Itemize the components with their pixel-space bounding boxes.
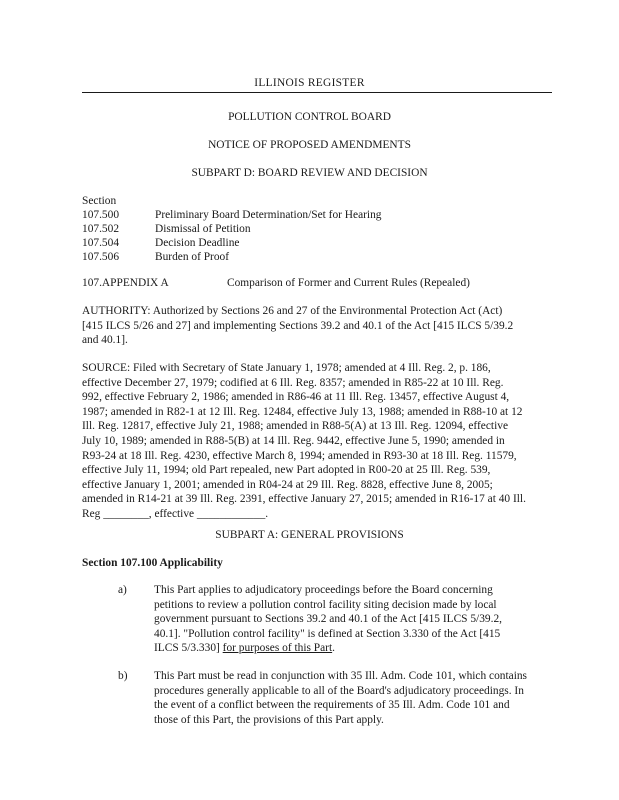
item-a-body [154,583,554,656]
agency-title: POLLUTION CONTROL BOARD [228,111,391,123]
source-line: Reg ________, effective ____________. [82,507,269,520]
source-line: Ill. Reg. 12817, effective July 21, 1988; amended in R88-5(A) at 13 Ill. Reg. 12094, effective [82,420,508,433]
item-b-line: procedures generally applicable to all of the Board's adjudicatory proceedings. In [154,684,524,697]
toc-title: Burden of Proof [155,251,230,263]
appendix-number: 107.APPENDIX A [82,277,169,289]
item-a-line: 40.1]. "Pollution control facility" is defined at Section 3.330 of the Act [415 [154,627,501,640]
toc-title: Dismissal of Petition [155,223,251,235]
source-line: R93-24 at 18 Ill. Reg. 4230, effective March 8, 1994; amended in R93-30 at 18 Ill. Reg. 11579, [82,449,517,462]
notice-title: NOTICE OF PROPOSED AMENDMENTS [208,139,411,151]
toc-appendix-row [82,276,554,291]
item-a-label: a) [118,584,127,596]
item-a-underlined-insertion: for purposes of this Part [222,642,333,655]
subpart-d-heading: SUBPART D: BOARD REVIEW AND DECISION [191,167,428,179]
source-line: SOURCE: Filed with Secretary of State January 1, 1978; amended at 4 Ill. Reg. 2, p. 186, [82,362,491,374]
toc-row [82,208,554,223]
authority-line: AUTHORITY: Authorized by Sections 26 and 27 of the Environmental Protection Act (Act) [82,305,503,317]
register-title: ILLINOIS REGISTER [254,77,365,89]
source-line: effective January 1, 2001; amended in R04-24 at 29 Ill. Reg. 8828, effective June 8, 2005; [82,478,493,491]
toc-title: Decision Deadline [155,237,240,249]
source-line: 992, effective February 2, 1986; amended in R86-46 at 11 Ill. Reg. 13457, effective August 4, [82,391,510,404]
item-b-line: This Part must be read in conjunction with 35 Ill. Adm. Code 101, which contains [154,670,527,682]
toc-number: 107.500 [82,209,120,221]
item-b-line: the event of a conflict between the requirements of 35 Ill. Adm. Code 101 and [154,699,510,712]
item-b-line: those of this Part, the provisions of this Part apply. [154,713,384,726]
item-b-label: b) [118,670,128,682]
item-a-line: government pursuant to Sections 39.2 and 40.1 of the Act [415 ILCS 5/39.2, [154,613,503,626]
authority-line: and 40.1]. [82,334,128,347]
authority-paragraph [82,304,554,348]
item-a-last-line-plain: ILCS 5/3.330] [154,642,223,655]
toc-number: 107.506 [82,251,120,263]
item-b-body [154,669,554,727]
item-a-last-line: ILCS 5/3.330] for purposes of this Part. [154,642,335,655]
item-a-line: This Part applies to adjudicatory proceedings before the Board concerning [154,584,493,596]
toc-row [82,222,554,237]
source-line: amended in R14-21 at 39 Ill. Reg. 2391, effective January 27, 2015; amended in R16-17 at 40 Ill. [82,493,526,506]
item-a-line: petitions to review a pollution control facility siting decision made by local [154,598,497,611]
header-rule [82,92,552,93]
toc-number: 107.502 [82,223,120,235]
source-line: effective December 27, 1979; codified at 6 Ill. Reg. 8357; amended in R85-22 at 10 Ill. Reg. [82,376,504,389]
appendix-title: Comparison of Former and Current Rules (Repealed) [227,277,470,289]
toc-row [82,250,554,265]
toc-title: Preliminary Board Determination/Set for Hearing [155,209,382,221]
toc-section-label: Section [82,195,117,207]
authority-line: [415 ILCS 5/26 and 27] and implementing Sections 39.2 and 40.1 of the Act [415 ILCS 5/39.2 [82,319,514,332]
toc-number: 107.504 [82,237,120,249]
source-line: effective July 11, 1994; old Part repealed, new Part adopted in R00-20 at 25 Ill. Reg. 539, [82,464,491,477]
toc-row [82,236,554,251]
source-line: July 10, 1989; amended in R88-5(B) at 14 Ill. Reg. 9442, effective June 5, 1990; amended in [82,434,505,447]
source-paragraph [82,361,554,522]
source-line: 1987; amended in R82-1 at 12 Ill. Reg. 12484, effective July 13, 1988; amended in R88-10 at 12 [82,405,523,418]
subpart-a-heading: SUBPART A: GENERAL PROVISIONS [215,529,404,541]
section-107-100-heading: Section 107.100 Applicability [82,557,223,569]
